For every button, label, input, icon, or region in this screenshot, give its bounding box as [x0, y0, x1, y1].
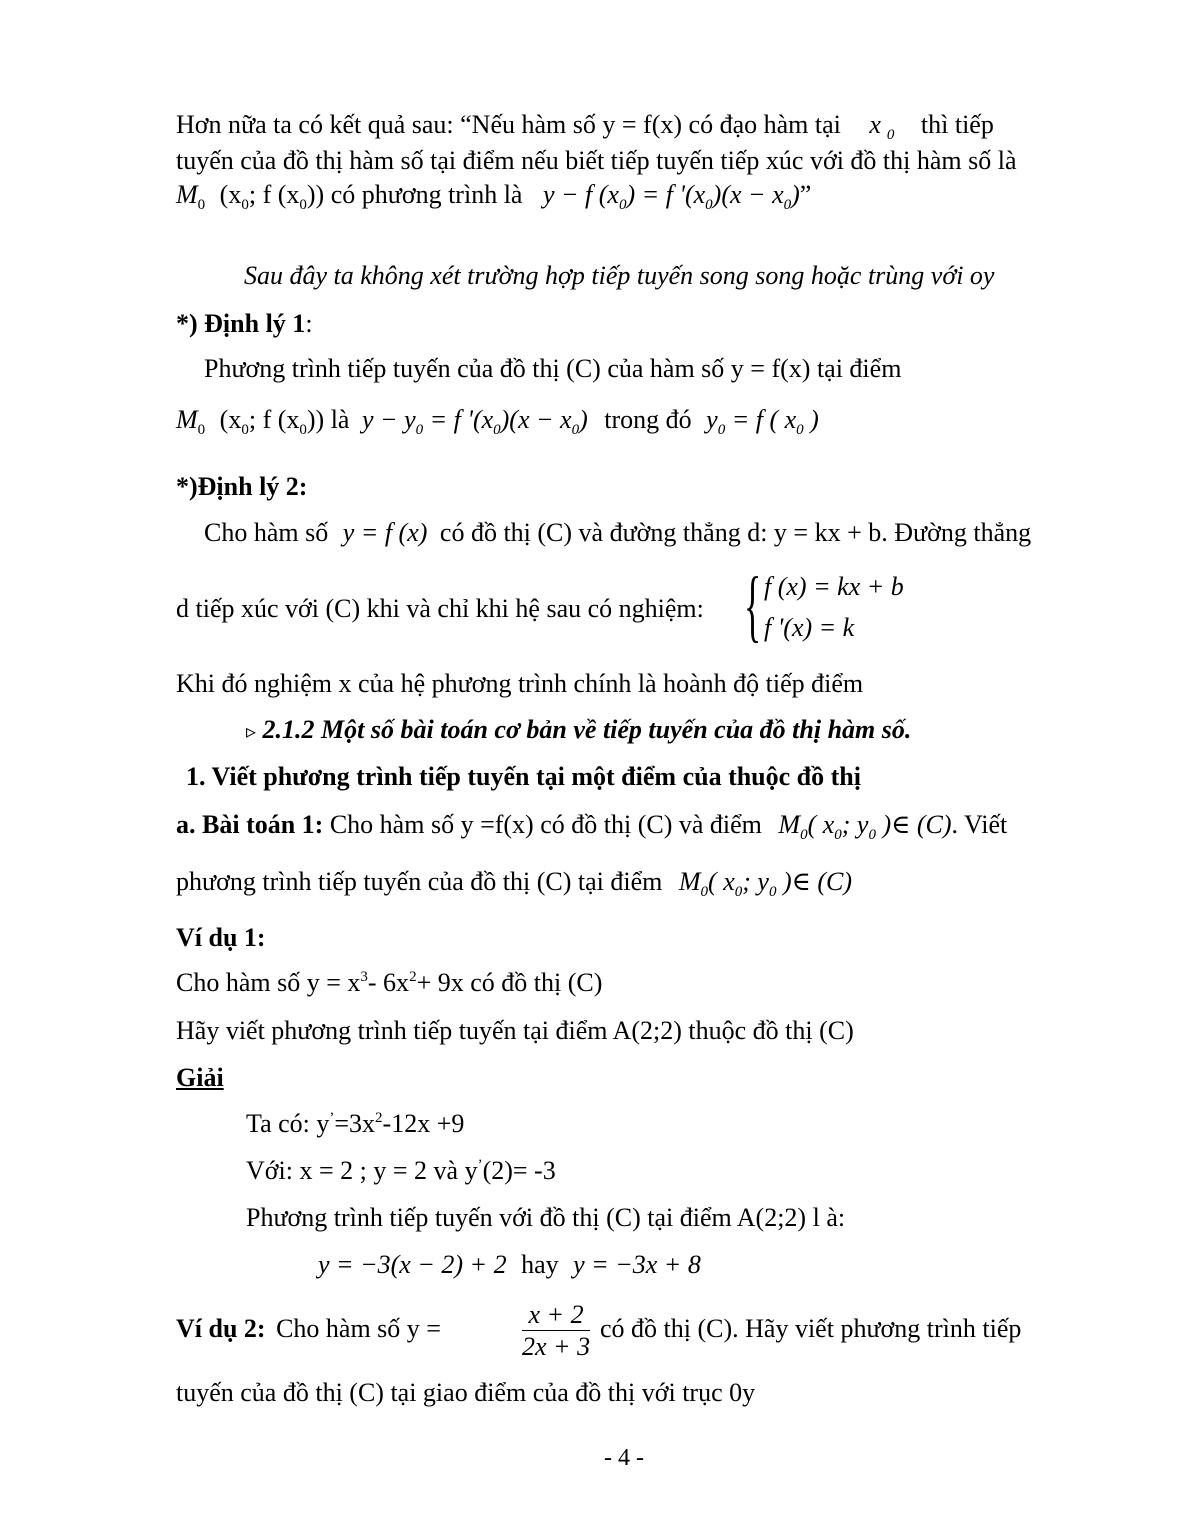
text: phương trình tiếp tuyến của đồ thị (C) tại điểm — [176, 867, 663, 896]
heading: 1. Viết phương trình tiếp tuyến tại một điểm của thuộc đồ thị — [186, 762, 861, 791]
para-line: Khi đó nghiệm x của hệ phương trình chính là hoành độ tiếp điểm — [176, 669, 864, 698]
system-eq-2: f '(x) = k — [764, 613, 855, 642]
subscript: 0 — [241, 197, 249, 213]
section-heading — [246, 715, 911, 747]
subscript: 0 — [800, 827, 808, 843]
numerator: x + 2 — [522, 1300, 590, 1331]
subscript: 0 — [299, 422, 307, 438]
subscript: 0 — [571, 422, 580, 438]
system-eq-1: f (x) = kx + b — [764, 572, 904, 601]
text: ; f (x — [248, 180, 300, 209]
text: )) có phương trình là — [306, 180, 523, 209]
formula-part: y − f (x — [542, 180, 619, 209]
para-line — [176, 110, 994, 144]
formula-part: y − y — [361, 405, 416, 434]
formula — [542, 180, 800, 213]
formula-part: ) = f '(x — [626, 180, 706, 209]
text: có đồ thị (C) và đường thẳng d: y = kx + b. Đường thẳng — [439, 518, 1032, 547]
solution-line — [246, 1156, 556, 1190]
para-line — [204, 518, 1031, 548]
para-line: có đồ thị (C). Hãy viết phương trình tiếp — [600, 1314, 1022, 1343]
formula-part: ; y — [742, 867, 769, 896]
math-var: x — [869, 110, 881, 139]
heading: Giải — [176, 1063, 224, 1092]
text: thì tiếp — [920, 110, 994, 139]
solution-title — [176, 1063, 224, 1093]
para-line — [176, 405, 819, 439]
para-line — [176, 867, 852, 901]
text: - 6x — [367, 968, 410, 997]
text: =3x — [334, 1109, 376, 1138]
formula: y = −3x + 8 — [573, 1250, 701, 1279]
subscript: 0 — [299, 197, 307, 213]
formula-part: M — [778, 810, 801, 839]
formula-part: ( x — [708, 867, 735, 896]
para-line: tuyến của đồ thị (C) tại giao điểm của đồ thị với trục 0y — [176, 1378, 756, 1407]
para-line: Phương trình tiếp tuyến của đồ thị (C) của hàm số y = f(x) tại điểm — [204, 354, 902, 383]
text: (x — [219, 405, 242, 434]
solution-line: Phương trình tiếp tuyến với đồ thị (C) tại điểm A(2;2) l à: — [246, 1203, 846, 1232]
subscript: 0 — [868, 827, 876, 843]
superscript: ’ — [329, 1110, 335, 1126]
formula — [678, 867, 852, 900]
math-x0 — [869, 110, 895, 143]
superscript: ’ — [477, 1157, 483, 1173]
para-line — [176, 968, 602, 1002]
para-line: d tiếp xúc với (C) khi và chỉ khi hệ sau có nghiệm: — [176, 594, 704, 623]
text: : — [305, 309, 313, 338]
subscript: 0 — [618, 197, 627, 213]
superscript: 2 — [375, 1110, 383, 1126]
text: Cho hàm số y =f(x) có đồ thị (C) và điểm — [329, 810, 762, 839]
subscript: 0 — [796, 422, 804, 438]
formula-part: = f '(x — [423, 405, 494, 434]
triangle-icon: ▹ — [246, 721, 257, 743]
text: -12x +9 — [382, 1109, 465, 1138]
subscript: 0 — [493, 422, 501, 438]
formula-part: ) — [579, 405, 588, 434]
formula: y = f (x) — [342, 518, 428, 547]
text: ” — [799, 180, 812, 209]
formula-part: )∈ (C) — [776, 867, 852, 896]
math-var: M — [176, 405, 198, 434]
text: Cho hàm số — [204, 518, 329, 547]
formula-part: ; y — [841, 810, 869, 839]
formula-part: ( x — [807, 810, 835, 839]
heading: Ví dụ 2: — [176, 1314, 266, 1343]
subscript: 0 — [768, 884, 777, 900]
page-number: - 4 - — [604, 1445, 644, 1471]
text: . Viết — [951, 810, 1008, 839]
text: Cho hàm số y = x — [176, 968, 361, 997]
fraction — [522, 1300, 590, 1363]
heading: 2.1.2 Một số bài toán cơ bản về tiếp tuyến của đồ thị hàm số. — [262, 715, 912, 744]
label: a. Bài toán 1: — [176, 810, 324, 839]
formula-part: = f ( x — [725, 405, 797, 434]
theorem-2-title — [176, 472, 307, 502]
task-heading — [186, 762, 861, 792]
solution-line — [246, 1109, 464, 1143]
para-line — [176, 180, 811, 214]
subscript: 0 — [783, 197, 792, 213]
text: trong đó — [604, 405, 692, 434]
subscript: 0 — [241, 422, 249, 438]
denominator: 2x + 3 — [522, 1332, 591, 1361]
formula — [706, 405, 819, 438]
formula: y = −3(x − 2) + 2 — [318, 1250, 507, 1279]
subscript: 0 — [734, 884, 743, 900]
text: ; f (x — [248, 405, 300, 434]
text: Cho hàm số y = — [276, 1314, 441, 1343]
formula — [361, 405, 588, 438]
para-line: tuyến của đồ thị hàm số tại điểm nếu biết tiếp tuyến tiếp xúc với đồ thị hàm số là — [176, 146, 1017, 175]
math-var: M — [176, 180, 198, 209]
subscript: 0 — [705, 197, 713, 213]
note: Sau đây ta không xét trường hợp tiếp tuyến song song hoặc trùng với oy — [244, 261, 995, 290]
solution-line — [318, 1250, 701, 1280]
formula — [778, 810, 952, 843]
text: (2)= -3 — [482, 1156, 556, 1185]
system-brace: { — [744, 562, 762, 650]
para-line — [176, 1314, 441, 1344]
formula-part: ) — [803, 405, 819, 434]
text: )) là — [306, 405, 350, 434]
example-1-title — [176, 923, 266, 953]
formula-part: M — [678, 867, 701, 896]
para-line — [176, 810, 1007, 844]
formula-part: ) — [791, 180, 800, 209]
heading: *)Định lý 2: — [176, 472, 308, 501]
heading: *) Định lý 1 — [176, 309, 306, 338]
formula-part: )(x − x — [500, 405, 572, 434]
text: + 9x có đồ thị (C) — [416, 968, 603, 997]
text: (x — [219, 180, 242, 209]
text: Hơn nữa ta có kết quả sau: “Nếu hàm số y = f(x) có đạo hàm tại — [176, 110, 841, 139]
formula-part: )(x − x — [712, 180, 784, 209]
text: Với: x = 2 ; y = 2 và y — [246, 1156, 478, 1185]
subscript: 0 — [700, 884, 709, 900]
formula-part: y — [706, 405, 718, 434]
text: hay — [521, 1250, 559, 1279]
subscript: 0 — [197, 422, 206, 438]
superscript: 2 — [409, 969, 417, 985]
superscript: 3 — [360, 969, 368, 985]
subscript: 0 — [415, 422, 424, 438]
formula-part: )∈ (C) — [875, 810, 952, 839]
subscript: 0 — [197, 197, 206, 213]
theorem-1-title — [176, 309, 313, 339]
subscript: 0 — [717, 422, 726, 438]
subscript: 0 — [834, 827, 842, 843]
para-line: Hãy viết phương trình tiếp tuyến tại điểm A(2;2) thuộc đồ thị (C) — [176, 1016, 854, 1045]
text: Ta có: y — [246, 1109, 330, 1138]
subscript: 0 — [886, 127, 895, 143]
heading: Ví dụ 1: — [176, 923, 266, 952]
